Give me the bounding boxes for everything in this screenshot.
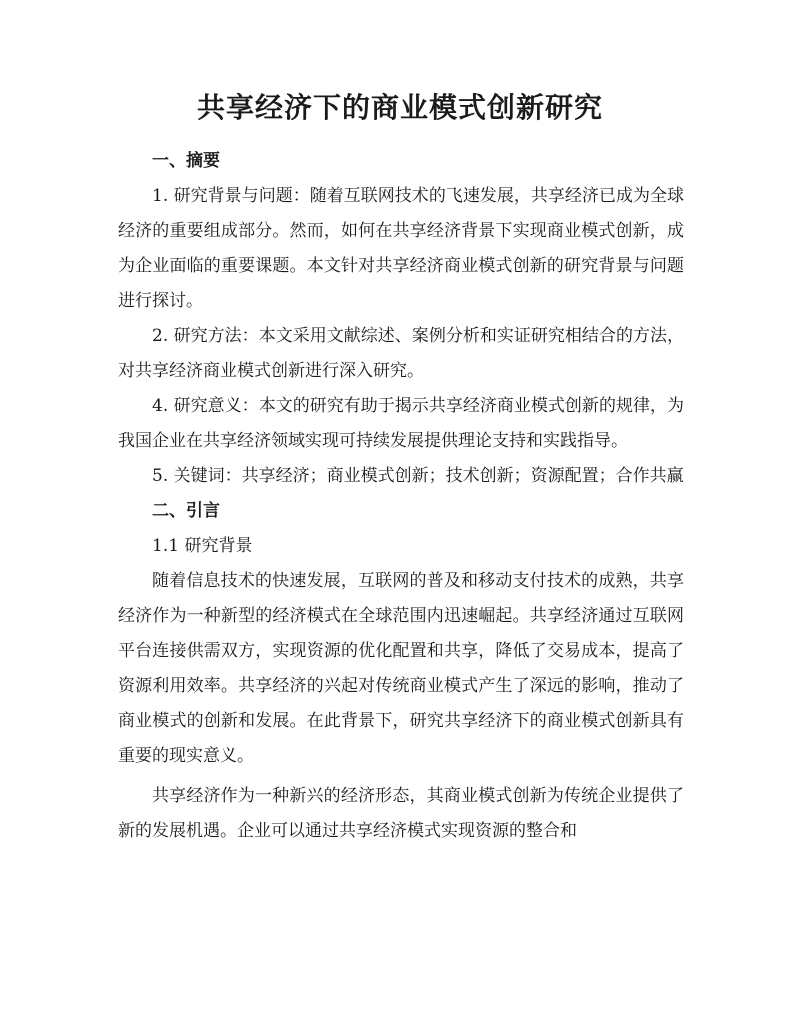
introduction-paragraph: 共享经济作为一种新兴的经济形态，其商业模式创新为传统企业提供了新的发展机遇。企业可以通过共享经济模式实现资源的整合和 xyxy=(118,786,684,841)
abstract-item-method: 2. 研究方法：本文采用文献综述、案例分析和实证研究相结合的方法，对共享经济商业模式创新进行深入研究。 xyxy=(118,326,684,381)
abstract-item-significance: 4. 研究意义：本文的研究有助于揭示共享经济商业模式创新的规律，为我国企业在共享经济领域实现可持续发展提供理论支持和实践指导。 xyxy=(118,396,684,451)
introduction-paragraph: 随着信息技术的快速发展，互联网的普及和移动支付技术的成熟，共享经济作为一种新型的经济模式在全球范围内迅速崛起。共享经济通过互联网平台连接供需双方，实现资源的优化配置和共享，降低了交易成本，提高了资源利用效率。共享经济的兴起对传统商业模式产生了深远的影响，推动了商业模式的创新和发展。在此背景下，研究共享经济下的商业模式创新具有重要的现实意义。 xyxy=(118,571,684,766)
document-title: 共享经济下的商业模式创新研究 xyxy=(196,91,603,124)
introduction-subheading: 1.1 研究背景 xyxy=(152,536,253,556)
document-body xyxy=(118,144,684,849)
abstract-heading: 一、摘要 xyxy=(152,151,220,171)
introduction-heading: 二、引言 xyxy=(152,501,220,521)
abstract-item-background: 1. 研究背景与问题：随着互联网技术的飞速发展，共享经济已成为全球经济的重要组成部分。然而，如何在共享经济背景下实现商业模式创新，成为企业面临的重要课题。本文针对共享经济商业模式创新的研究背景与问题进行探讨。 xyxy=(118,186,684,311)
abstract-item-keywords: 5. 关键词：共享经济；商业模式创新；技术创新；资源配置；合作共赢 xyxy=(152,466,684,486)
